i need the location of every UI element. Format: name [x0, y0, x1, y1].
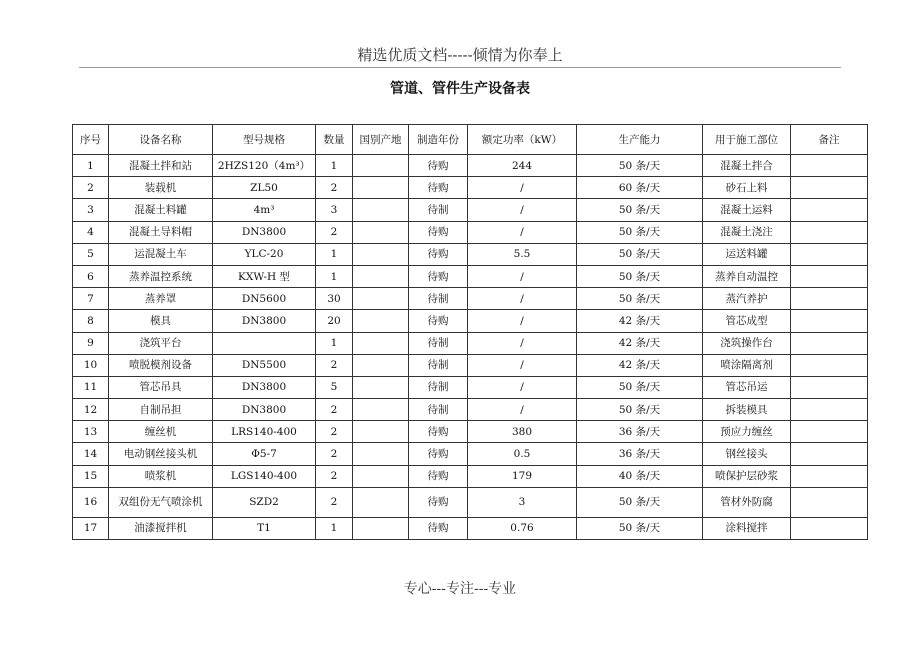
cell-col-remarks [791, 421, 868, 443]
table-row [73, 443, 868, 465]
cell-col-capacity: 50 条/天 [577, 243, 703, 265]
cell-col-device-name: 浇筑平台 [109, 332, 213, 354]
table-row [73, 199, 868, 221]
cell-col-usage: 预应力缠丝 [703, 421, 791, 443]
cell-col-remarks [791, 517, 868, 539]
cell-col-year: 待制 [409, 288, 468, 310]
header-col-origin: 国别产地 [353, 125, 409, 155]
cell-col-remarks [791, 376, 868, 398]
cell-col-usage: 喷涂隔离剂 [703, 354, 791, 376]
cell-col-model: YLC-20 [213, 243, 316, 265]
cell-col-remarks [791, 221, 868, 243]
cell-col-quantity: 2 [316, 421, 353, 443]
cell-col-quantity: 2 [316, 354, 353, 376]
cell-col-origin [353, 199, 409, 221]
cell-col-device-name: 自制吊担 [109, 399, 213, 421]
cell-col-seq: 6 [73, 265, 109, 287]
cell-col-capacity: 50 条/天 [577, 155, 703, 177]
header-col-device-name: 设备名称 [109, 125, 213, 155]
cell-col-capacity: 42 条/天 [577, 332, 703, 354]
cell-col-quantity: 1 [316, 243, 353, 265]
document-title: 管道、管件生产设备表 [390, 81, 530, 97]
cell-col-model: SZD2 [213, 487, 316, 517]
cell-col-power: / [468, 221, 577, 243]
cell-col-power: / [468, 354, 577, 376]
cell-col-year: 待购 [409, 155, 468, 177]
cell-col-usage: 管材外防腐 [703, 487, 791, 517]
cell-col-origin [353, 399, 409, 421]
cell-col-usage: 运送料罐 [703, 243, 791, 265]
cell-col-origin [353, 465, 409, 487]
cell-col-usage: 钢丝接头 [703, 443, 791, 465]
cell-col-year: 待购 [409, 177, 468, 199]
cell-col-origin [353, 221, 409, 243]
cell-col-quantity: 2 [316, 465, 353, 487]
cell-col-year: 待制 [409, 376, 468, 398]
cell-col-quantity: 2 [316, 221, 353, 243]
cell-col-usage: 砂石上料 [703, 177, 791, 199]
cell-col-power: 0.5 [468, 443, 577, 465]
header-col-year: 制造年份 [409, 125, 468, 155]
cell-col-seq: 5 [73, 243, 109, 265]
cell-col-device-name: 油漆搅拌机 [109, 517, 213, 539]
cell-col-power: / [468, 399, 577, 421]
cell-col-device-name: 蒸养温控系统 [109, 265, 213, 287]
cell-col-model: DN3800 [213, 310, 316, 332]
cell-col-capacity: 36 条/天 [577, 443, 703, 465]
cell-col-device-name: 喷脱模剂设备 [109, 354, 213, 376]
cell-col-year: 待购 [409, 443, 468, 465]
cell-col-power: / [468, 376, 577, 398]
cell-col-model: DN3800 [213, 399, 316, 421]
cell-col-seq: 2 [73, 177, 109, 199]
cell-col-model: Φ5-7 [213, 443, 316, 465]
cell-col-model: LRS140-400 [213, 421, 316, 443]
cell-col-seq: 12 [73, 399, 109, 421]
cell-col-capacity: 60 条/天 [577, 177, 703, 199]
table-row [73, 517, 868, 539]
table-row [73, 487, 868, 517]
cell-col-remarks [791, 155, 868, 177]
cell-col-seq: 7 [73, 288, 109, 310]
cell-col-device-name: 缠丝机 [109, 421, 213, 443]
cell-col-remarks [791, 487, 868, 517]
cell-col-power: 5.5 [468, 243, 577, 265]
cell-col-model: T1 [213, 517, 316, 539]
cell-col-year: 待购 [409, 517, 468, 539]
cell-col-origin [353, 421, 409, 443]
cell-col-year: 待购 [409, 487, 468, 517]
cell-col-remarks [791, 310, 868, 332]
cell-col-remarks [791, 399, 868, 421]
cell-col-origin [353, 354, 409, 376]
cell-col-seq: 14 [73, 443, 109, 465]
header-col-usage: 用于施工部位 [703, 125, 791, 155]
cell-col-capacity: 40 条/天 [577, 465, 703, 487]
cell-col-usage: 混凝土拌合 [703, 155, 791, 177]
cell-col-usage: 混凝土浇注 [703, 221, 791, 243]
table-row [73, 376, 868, 398]
cell-col-model: DN3800 [213, 221, 316, 243]
cell-col-power: / [468, 288, 577, 310]
cell-col-year: 待购 [409, 221, 468, 243]
cell-col-model: ZL50 [213, 177, 316, 199]
cell-col-quantity: 2 [316, 177, 353, 199]
cell-col-power: 3 [468, 487, 577, 517]
cell-col-usage: 蒸汽养护 [703, 288, 791, 310]
cell-col-usage: 管芯吊运 [703, 376, 791, 398]
header-col-model: 型号规格 [213, 125, 316, 155]
cell-col-model: DN5600 [213, 288, 316, 310]
table-row [73, 265, 868, 287]
cell-col-power: 0.76 [468, 517, 577, 539]
cell-col-origin [353, 487, 409, 517]
header-col-remarks: 备注 [791, 125, 868, 155]
cell-col-seq: 16 [73, 487, 109, 517]
cell-col-capacity: 50 条/天 [577, 265, 703, 287]
cell-col-capacity: 42 条/天 [577, 354, 703, 376]
cell-col-quantity: 1 [316, 265, 353, 287]
cell-col-power: / [468, 265, 577, 287]
cell-col-origin [353, 177, 409, 199]
cell-col-capacity: 36 条/天 [577, 421, 703, 443]
cell-col-year: 待制 [409, 332, 468, 354]
cell-col-quantity: 20 [316, 310, 353, 332]
header-col-capacity: 生产能力 [577, 125, 703, 155]
cell-col-usage: 涂料搅拌 [703, 517, 791, 539]
page-footer: 专心---专注---专业 [403, 581, 517, 597]
cell-col-remarks [791, 332, 868, 354]
cell-col-quantity: 2 [316, 487, 353, 517]
cell-col-seq: 11 [73, 376, 109, 398]
cell-col-seq: 8 [73, 310, 109, 332]
cell-col-seq: 1 [73, 155, 109, 177]
cell-col-power: / [468, 177, 577, 199]
cell-col-quantity: 1 [316, 155, 353, 177]
cell-col-power: / [468, 332, 577, 354]
cell-col-model [213, 332, 316, 354]
cell-col-device-name: 混凝土拌和站 [109, 155, 213, 177]
table-row [73, 177, 868, 199]
cell-col-seq: 4 [73, 221, 109, 243]
cell-col-quantity: 1 [316, 332, 353, 354]
cell-col-remarks [791, 177, 868, 199]
cell-col-seq: 3 [73, 199, 109, 221]
cell-col-seq: 13 [73, 421, 109, 443]
cell-col-remarks [791, 265, 868, 287]
cell-col-quantity: 2 [316, 443, 353, 465]
cell-col-usage: 喷保护层砂浆 [703, 465, 791, 487]
cell-col-capacity: 50 条/天 [577, 487, 703, 517]
cell-col-year: 待购 [409, 421, 468, 443]
table-row [73, 421, 868, 443]
cell-col-origin [353, 376, 409, 398]
cell-col-origin [353, 288, 409, 310]
cell-col-usage: 浇筑操作台 [703, 332, 791, 354]
cell-col-power: 244 [468, 155, 577, 177]
table-row [73, 155, 868, 177]
cell-col-model: LGS140-400 [213, 465, 316, 487]
equipment-table [72, 124, 868, 540]
cell-col-seq: 10 [73, 354, 109, 376]
cell-col-year: 待购 [409, 310, 468, 332]
cell-col-year: 待制 [409, 354, 468, 376]
cell-col-capacity: 50 条/天 [577, 517, 703, 539]
table-row [73, 243, 868, 265]
cell-col-device-name: 双组份无气喷涂机 [109, 487, 213, 517]
cell-col-device-name: 混凝土导料帽 [109, 221, 213, 243]
cell-col-device-name: 混凝土料罐 [109, 199, 213, 221]
cell-col-year: 待购 [409, 265, 468, 287]
cell-col-model: KXW-H 型 [213, 265, 316, 287]
cell-col-usage: 管芯成型 [703, 310, 791, 332]
cell-col-model: 4m³ [213, 199, 316, 221]
table-body [73, 155, 868, 540]
cell-col-device-name: 装载机 [109, 177, 213, 199]
cell-col-remarks [791, 243, 868, 265]
cell-col-remarks [791, 354, 868, 376]
cell-col-remarks [791, 465, 868, 487]
cell-col-origin [353, 310, 409, 332]
header-col-seq: 序号 [73, 125, 109, 155]
cell-col-remarks [791, 199, 868, 221]
cell-col-usage: 混凝土运料 [703, 199, 791, 221]
header-col-power: 额定功率（kW） [468, 125, 577, 155]
cell-col-model: 2HZS120（4m³） [213, 155, 316, 177]
cell-col-capacity: 50 条/天 [577, 288, 703, 310]
cell-col-year: 待购 [409, 243, 468, 265]
table-row [73, 332, 868, 354]
cell-col-origin [353, 265, 409, 287]
table-row [73, 310, 868, 332]
cell-col-device-name: 管芯吊具 [109, 376, 213, 398]
cell-col-power: 380 [468, 421, 577, 443]
header-divider [79, 67, 841, 68]
cell-col-quantity: 5 [316, 376, 353, 398]
cell-col-year: 待制 [409, 399, 468, 421]
cell-col-year: 待购 [409, 465, 468, 487]
cell-col-device-name: 模具 [109, 310, 213, 332]
table-row [73, 288, 868, 310]
cell-col-remarks [791, 288, 868, 310]
cell-col-origin [353, 155, 409, 177]
header-col-quantity: 数量 [316, 125, 353, 155]
table-header-row [73, 125, 868, 155]
cell-col-device-name: 运混凝土车 [109, 243, 213, 265]
table-row [73, 221, 868, 243]
cell-col-model: DN3800 [213, 376, 316, 398]
cell-col-capacity: 50 条/天 [577, 399, 703, 421]
table-row [73, 465, 868, 487]
cell-col-seq: 9 [73, 332, 109, 354]
cell-col-usage: 蒸养自动温控 [703, 265, 791, 287]
cell-col-quantity: 1 [316, 517, 353, 539]
cell-col-year: 待制 [409, 199, 468, 221]
cell-col-capacity: 50 条/天 [577, 221, 703, 243]
cell-col-origin [353, 243, 409, 265]
table-row [73, 399, 868, 421]
cell-col-seq: 15 [73, 465, 109, 487]
cell-col-usage: 拆装模具 [703, 399, 791, 421]
cell-col-model: DN5500 [213, 354, 316, 376]
cell-col-origin [353, 517, 409, 539]
cell-col-capacity: 50 条/天 [577, 199, 703, 221]
cell-col-quantity: 3 [316, 199, 353, 221]
cell-col-power: / [468, 310, 577, 332]
cell-col-capacity: 42 条/天 [577, 310, 703, 332]
cell-col-power: 179 [468, 465, 577, 487]
cell-col-power: / [468, 199, 577, 221]
cell-col-capacity: 50 条/天 [577, 376, 703, 398]
table-row [73, 354, 868, 376]
cell-col-quantity: 30 [316, 288, 353, 310]
cell-col-remarks [791, 443, 868, 465]
cell-col-device-name: 电动钢丝接头机 [109, 443, 213, 465]
cell-col-device-name: 喷浆机 [109, 465, 213, 487]
cell-col-seq: 17 [73, 517, 109, 539]
cell-col-origin [353, 332, 409, 354]
page-header: 精选优质文档-----倾情为你奉上 [357, 46, 563, 64]
cell-col-origin [353, 443, 409, 465]
cell-col-quantity: 2 [316, 399, 353, 421]
cell-col-device-name: 蒸养罩 [109, 288, 213, 310]
